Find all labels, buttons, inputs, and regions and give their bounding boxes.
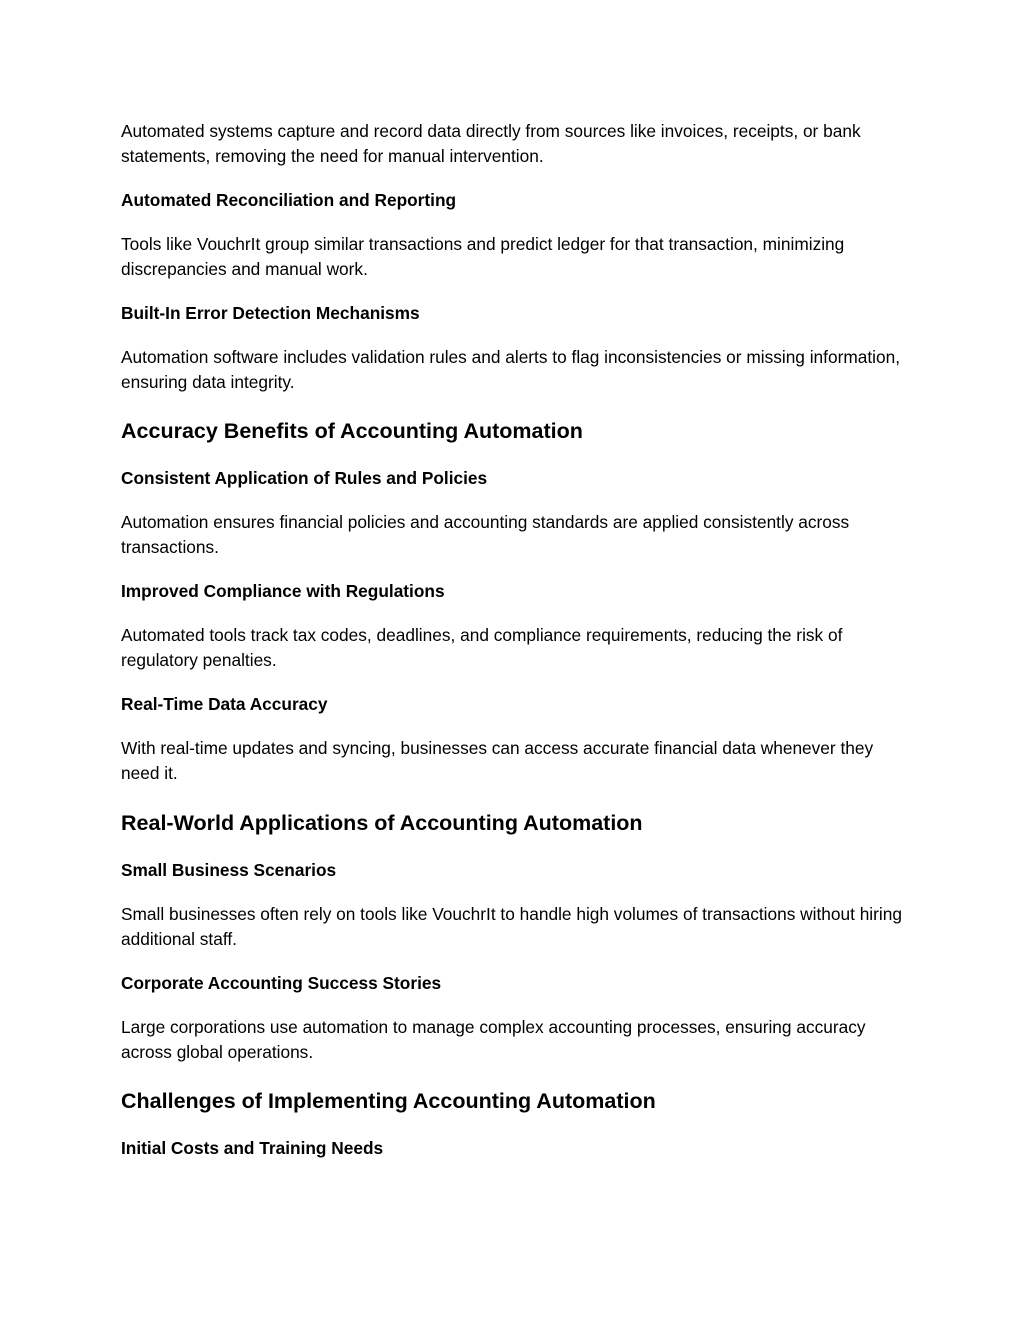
heading-challenges: Challenges of Implementing Accounting Automation: [121, 1089, 656, 1113]
paragraph-error-detection: Automation software includes validation rules and alerts to flag inconsistencies or missing information, ensuring data integrity.: [121, 347, 901, 392]
paragraph-real-time: With real-time updates and syncing, businesses can access accurate financial data whenever they need it.: [121, 738, 874, 783]
paragraph-compliance: Automated tools track tax codes, deadlines, and compliance requirements, reducing the risk of regulatory penalties.: [121, 625, 843, 670]
heading-real-world: Real-World Applications of Accounting Automation: [121, 811, 643, 835]
heading-accuracy-benefits: Accuracy Benefits of Accounting Automation: [121, 419, 583, 443]
subheading-real-time: Real-Time Data Accuracy: [121, 694, 328, 714]
subheading-error-detection: Built-In Error Detection Mechanisms: [121, 303, 420, 323]
paragraph-consistent-rules: Automation ensures financial policies and accounting standards are applied consistently across transactions.: [121, 512, 850, 557]
paragraph-corporate: Large corporations use automation to manage complex accounting processes, ensuring accuracy across global operations.: [121, 1017, 866, 1062]
subheading-compliance: Improved Compliance with Regulations: [121, 581, 445, 601]
paragraph-data-capture: Automated systems capture and record data directly from sources like invoices, receipts, or bank statements, removing the need for manual intervention.: [121, 121, 861, 166]
subheading-corporate: Corporate Accounting Success Stories: [121, 973, 442, 993]
paragraph-reconciliation: Tools like VouchrIt group similar transactions and predict ledger for that transaction, minimizing discrepancies and manual work.: [121, 234, 845, 279]
paragraph-small-business: Small businesses often rely on tools like VouchrIt to handle high volumes of transactions without hiring additional staff.: [121, 904, 902, 949]
subheading-consistent-rules: Consistent Application of Rules and Policies: [121, 468, 488, 488]
subheading-reconciliation: Automated Reconciliation and Reporting: [121, 190, 457, 210]
subheading-initial-costs: Initial Costs and Training Needs: [121, 1138, 384, 1158]
subheading-small-business: Small Business Scenarios: [121, 860, 337, 880]
